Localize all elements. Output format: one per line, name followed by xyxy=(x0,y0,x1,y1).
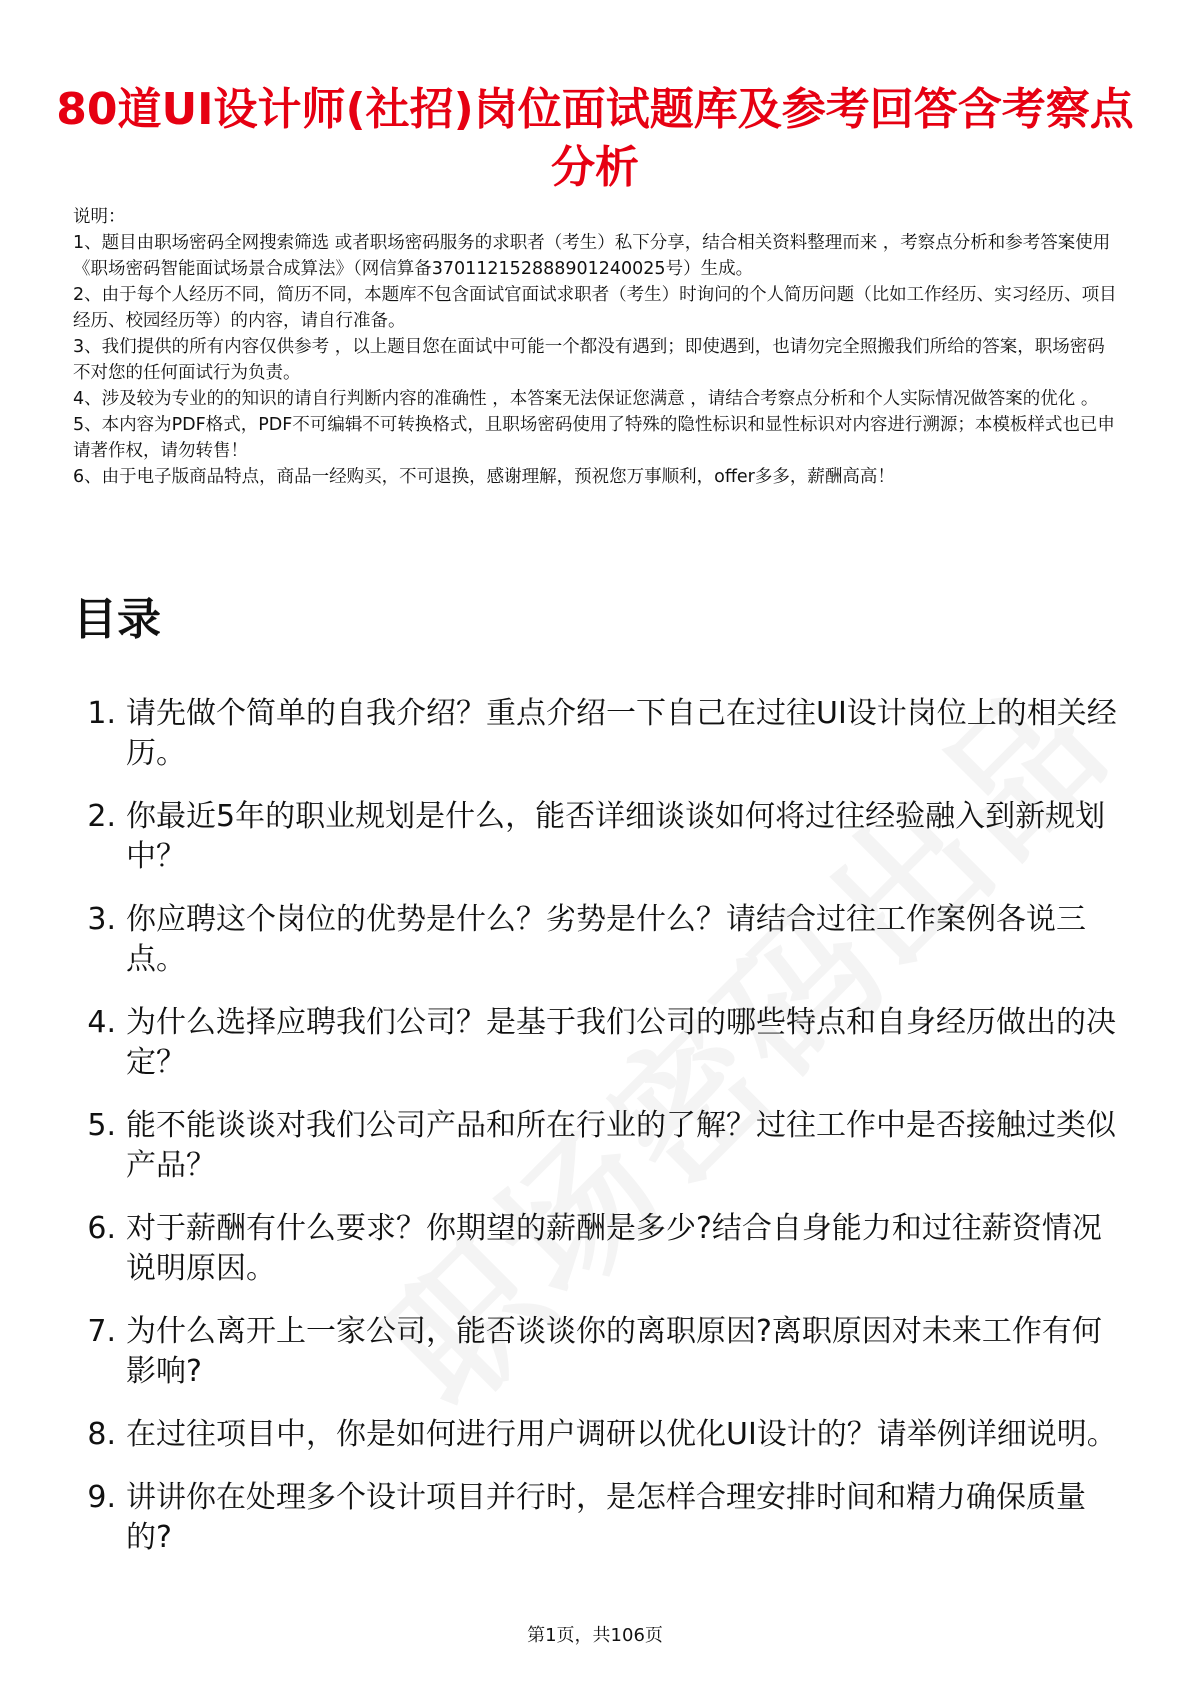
toc-item-number: 9. xyxy=(87,1480,116,1515)
note-item: 1、题目由职场密码全网搜索筛选 或者职场密码服务的求职者（考生）私下分享，结合相关资料整理而来 ，考察点分析和参考答案使用《职场密码智能面试场景合成算法》（网信算备370112152888901240025号）生成。 xyxy=(73,233,1111,279)
toc-item[interactable] xyxy=(73,1415,1123,1455)
page-footer: 第1页，共106页 xyxy=(527,1625,663,1646)
toc-item-text: 为什么选择应聘我们公司？是基于我们公司的哪些特点和自身经历做出的决定？ xyxy=(126,1005,1116,1080)
toc-item[interactable] xyxy=(73,1478,1123,1558)
document-title: 80道UI设计师(社招)岗位面试题库及参考回答含考察点分析 xyxy=(56,84,1134,194)
note-item: 4、涉及较为专业的的知识的请自行判断内容的准确性 ，本答案无法保证您满意 ，请结合考察点分析和个人实际情况做答案的优化 。 xyxy=(73,389,1099,409)
toc-item-number: 5. xyxy=(87,1108,116,1143)
toc-item-number: 6. xyxy=(87,1211,116,1246)
toc-item-number: 8. xyxy=(87,1417,116,1452)
toc-item-number: 7. xyxy=(87,1314,116,1349)
note-item: 3、我们提供的所有内容仅供参考 ，以上题目您在面试中可能一个都没有遇到；即使遇到，也请勿完全照搬我们所给的答案，职场密码不对您的任何面试行为负责。 xyxy=(73,337,1105,383)
toc-heading: 目录 xyxy=(73,594,161,645)
toc-item-text: 对于薪酬有什么要求？你期望的薪酬是多少?结合自身能力和过往薪资情况说明原因。 xyxy=(126,1211,1102,1286)
toc-item[interactable] xyxy=(73,694,1123,774)
notes-section xyxy=(73,204,1118,490)
note-item: 5、本内容为PDF格式，PDF不可编辑不可转换格式，且职场密码使用了特殊的隐性标识和显性标识对内容进行溯源；本模板样式也已申请著作权，请勿转售！ xyxy=(73,415,1115,461)
toc-item-text: 请先做个简单的自我介绍？重点介绍一下自己在过往UI设计岗位上的相关经历。 xyxy=(126,696,1117,771)
toc-item[interactable] xyxy=(73,1003,1123,1083)
toc-item[interactable] xyxy=(73,1209,1123,1289)
notes-heading: 说明： xyxy=(73,207,126,227)
toc-item[interactable] xyxy=(73,797,1123,877)
toc-item-number: 2. xyxy=(87,799,116,834)
toc-item[interactable] xyxy=(73,900,1123,980)
toc-item-number: 4. xyxy=(87,1005,116,1040)
toc-item-text: 在过往项目中，你是如何进行用户调研以优化UI设计的？请举例详细说明。 xyxy=(126,1417,1117,1452)
note-item: 6、由于电子版商品特点，商品一经购买，不可退换，感谢理解，预祝您万事顺利，offer多多，薪酬高高！ xyxy=(73,467,895,487)
toc-item[interactable] xyxy=(73,1106,1123,1186)
toc-item[interactable] xyxy=(73,1312,1123,1392)
note-item: 2、由于每个人经历不同，简历不同，本题库不包含面试官面试求职者（考生）时询问的个人简历问题（比如工作经历、实习经历、项目经历、校园经历等）的内容，请自行准备。 xyxy=(73,285,1117,331)
toc-item-number: 3. xyxy=(87,902,116,937)
toc-item-text: 讲讲你在处理多个设计项目并行时，是怎样合理安排时间和精力确保质量的? xyxy=(126,1480,1086,1555)
toc-item-text: 你最近5年的职业规划是什么，能否详细谈谈如何将过往经验融入到新规划中？ xyxy=(126,799,1106,874)
toc-list xyxy=(73,694,1123,1581)
toc-item-text: 能不能谈谈对我们公司产品和所在行业的了解？过往工作中是否接触过类似产品？ xyxy=(126,1108,1116,1183)
toc-item-text: 你应聘这个岗位的优势是什么？劣势是什么？请结合过往工作案例各说三点。 xyxy=(126,902,1086,977)
toc-item-number: 1. xyxy=(87,696,116,731)
toc-item-text: 为什么离开上一家公司，能否谈谈你的离职原因?离职原因对未来工作有何影响? xyxy=(126,1314,1102,1389)
